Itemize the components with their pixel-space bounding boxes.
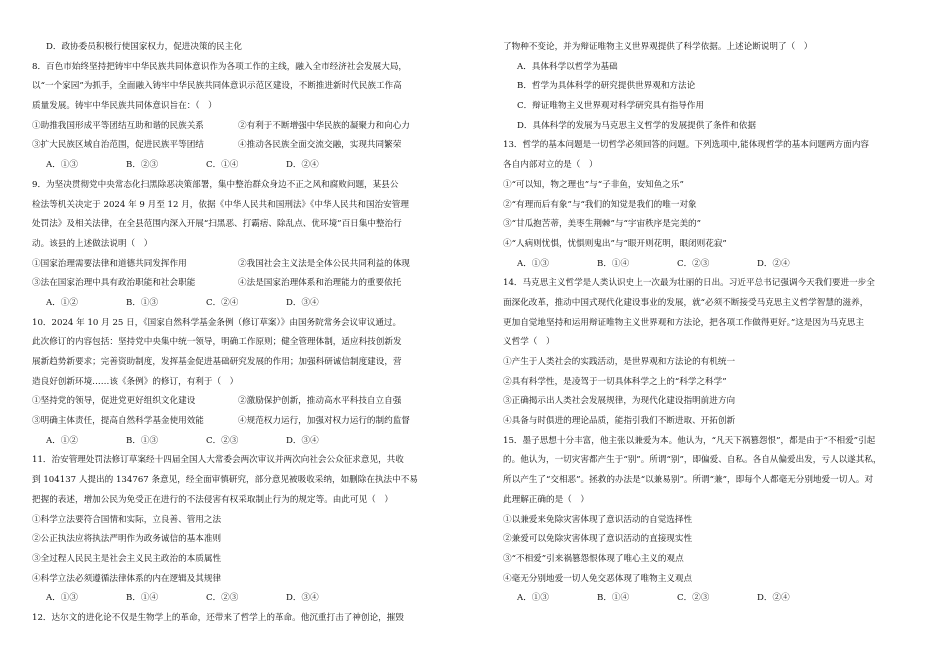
q15-choice-a: A．①③ <box>517 593 549 604</box>
q15-stem-line: 的。他认为，一切灾害都产生于“别”。所谓“别”，即偏爱、自私。各自从偏爱出发，亏人以遂其私， <box>503 455 882 466</box>
q9-option-2: ②我国社会主义法是全体公民共同利益的体现 <box>238 258 410 269</box>
q11-choice-d: D．③④ <box>286 593 319 604</box>
q11-choices <box>32 589 444 609</box>
q10-option-1: ①坚持党的领导，促进党更好组织文化建设 <box>32 396 196 407</box>
q8-choices <box>32 156 444 176</box>
q9-options-row <box>32 274 444 294</box>
question-13 <box>503 136 923 274</box>
q15-stem-line: 15．墨子思想十分丰富，他主张以兼爱为本。他认为，“凡天下祸篡怨恨”，都是由于“不相爱”引起 <box>503 435 876 446</box>
q9-choice-d: D．③④ <box>286 297 319 308</box>
q13-option-1: ①“可以知，物之理也”与“子非鱼，安知鱼之乐” <box>503 179 684 190</box>
q13-option-2: ②“有理而后有象”与“我们的知觉是我们的唯一对象 <box>503 199 697 210</box>
q13-stem-line: 各自内部对立的是（ ） <box>503 160 598 171</box>
q9-choice-b: B．①③ <box>126 297 159 308</box>
q12-stem-start: 12．达尔文的进化论不仅是生物学上的革命，还带来了哲学上的革命。他沉重打击了神创论，摧毁 <box>32 612 404 623</box>
q15-stem-line: 此理解正确的是（ ） <box>503 494 589 505</box>
q10-options-row <box>32 392 444 412</box>
q10-stem-line: 10．2024 年 10 月 25 日，《国家自然科学基金条例（修订草案）》由国务院常务会议审议通过。 <box>32 317 402 328</box>
q10-stem-line: 展新趋势新要求；完善资助制度，发挥基金促进基础研究发展的作用；加强科研诚信制度建设，营 <box>32 357 402 367</box>
q8-option-4: ④推动各民族全面交流交融，实现共同繁荣 <box>238 140 402 151</box>
q10-choices <box>32 432 444 452</box>
q8-choice-b: B．②③ <box>126 160 159 171</box>
q13-option-4: ④“人病则忧惧，忧惧则鬼出”与“眼开则花明，眼闭则花寂” <box>503 238 727 249</box>
question-15 <box>503 432 923 609</box>
question-9 <box>32 176 444 314</box>
left-column <box>32 38 444 629</box>
q9-options-row <box>32 255 444 275</box>
q8-option-1: ①助推我国形成平等团结互助和谐的民族关系 <box>32 120 204 131</box>
q15-choices <box>503 589 923 609</box>
q15-option-3: ③“不相爱”引来祸篡怨恨体现了唯心主义的观点 <box>503 553 684 564</box>
q11-choice-a: A．①③ <box>46 593 78 604</box>
q8-options-row <box>32 117 444 137</box>
q8-stem-line: 质量发展。铸牢中华民族共同体意识旨在：（ ） <box>32 101 217 112</box>
q14-option-2: ②具有科学性，是凌驾于一切具体科学之上的“科学之科学” <box>503 376 727 387</box>
q9-option-4: ④法是国家治理体系和治理能力的重要依托 <box>238 278 402 289</box>
q10-option-2: ②激励保护创新，推动高水平科技自立自强 <box>238 396 402 407</box>
q15-stem-line: 所以产生了“交相恶”。拯救的办法是“以兼易别”。所谓“兼”，即每个人都毫无分别地爱一切人。对 <box>503 475 874 486</box>
q12-option-c: C．辩证唯物主义世界观对科学研究具有指导作用 <box>517 101 705 112</box>
q14-option-1: ①产生于人类社会的实践活动，是世界观和方法论的有机统一 <box>503 357 736 367</box>
q15-choice-c: C．②③ <box>677 593 710 604</box>
q10-option-3: ③明确主体责任，提高自然科学基金使用效能 <box>32 416 204 427</box>
q8-option-2: ②有利于不断增强中华民族的凝聚力和向心力 <box>238 120 410 131</box>
q8-option-3: ③扩大民族区域自治范围，促进民族平等团结 <box>32 140 204 151</box>
q9-choice-a: A．①② <box>46 297 78 308</box>
q9-choices <box>32 294 444 314</box>
q10-choice-c: C．②③ <box>206 435 239 446</box>
q15-choice-b: B．①④ <box>597 593 630 604</box>
q13-choice-a: A．①③ <box>517 258 549 269</box>
q9-stem-line: 9．为坚决贯彻党中央常态化扫黑除恶决策部署，集中整治群众身边不正之风和腐败问题，某县公 <box>32 179 399 190</box>
q10-stem-line: 造良好创新环境……该《条例》的修订，有利于（ ） <box>32 376 239 387</box>
q14-stem-line: 更加自觉地坚持和运用辩证唯物主义世界观和方法论，把各项工作做得更好。”这是因为马克思主 <box>503 317 865 328</box>
q10-choice-d: D．③④ <box>286 435 319 446</box>
q10-option-4: ④规范权力运行，加强对权力运行的制约监督 <box>238 416 410 427</box>
question-11 <box>32 451 444 609</box>
question-8 <box>32 58 444 176</box>
q14-stem-line: 面深化改革，推动中国式现代化建设事业的发展，就“必须不断接受马克思主义哲学智慧的滋养， <box>503 297 869 308</box>
q9-stem-line: 处罚法》及相关法律，在全县范围内深入开展“扫黑恶、打霸痞、除乱点、优环境”百日集中整治行 <box>32 219 402 230</box>
q9-stem-line: 动。该县的上述做法说明（ ） <box>32 238 153 249</box>
q13-choice-b: B．①④ <box>597 258 630 269</box>
q15-option-4: ④毫无分别地爱一切人免交恶体现了唯物主义观点 <box>503 573 693 584</box>
q9-choice-c: C．②④ <box>206 297 239 308</box>
q11-option-4: ④科学立法必须遵循法律体系的内在逻辑及其规律 <box>32 573 222 584</box>
q8-choice-a: A．①③ <box>46 160 78 171</box>
q12-option-a: A．具体科学以哲学为基础 <box>517 61 618 72</box>
q8-choice-c: C．①④ <box>206 160 239 171</box>
q13-stem-line: 13．哲学的基本问题是一切哲学必须回答的问题。下列选项中,能体现哲学的基本问题两方面内容 <box>503 140 870 151</box>
q11-option-1: ①科学立法要符合国情和实际，立良善、管用之法 <box>32 514 222 525</box>
q11-stem-line: 11．治安管理处罚法修订草案经十四届全国人大常委会两次审议并两次向社会公众征求意见，共收 <box>32 455 404 466</box>
q9-option-1: ①国家治理需要法律和道德共同发挥作用 <box>32 258 187 269</box>
q8-stem-line: 以“一个家园”为抓手，全面融入铸牢中华民族共同体意识示范区建设，不断推进新时代民族工作高 <box>32 81 402 92</box>
q12-option-b: B．哲学为具体科学的研究提供世界观和方法论 <box>517 81 696 92</box>
q11-stem-line: 把握的表述，增加公民为免受正在进行的不法侵害有权采取制止行为的规定等。由此可见（ ） <box>32 494 393 505</box>
question-10 <box>32 314 444 452</box>
q11-option-3: ③全过程人民民主是社会主义民主政治的本质属性 <box>32 553 222 564</box>
q10-stem-line: 此次修订的内容包括：坚持党中央集中统一领导，明确工作原则；健全管理体制，适应科技创新发 <box>32 337 402 348</box>
q15-option-2: ②兼爱可以免除灾害体现了意识活动的直接现实性 <box>503 534 693 545</box>
q13-choice-d: D．②④ <box>757 258 790 269</box>
q11-option-2: ②公正执法应将执法严明作为政务诚信的基本准则 <box>32 534 222 545</box>
right-column <box>503 38 923 609</box>
q11-stem-line: 到 104137 人提出的 134767 条意见，经全面审慎研究，部分意见被吸收采纳，如删除在执法中不易 <box>32 475 418 486</box>
q10-options-row <box>32 412 444 432</box>
q8-choice-d: D．②④ <box>286 160 319 171</box>
q11-choice-b: B．①④ <box>126 593 159 604</box>
q15-option-1: ①以兼爱来免除灾害体现了意识活动的自觉选择性 <box>503 514 693 525</box>
q14-option-3: ③正确揭示出人类社会发展规律，为现代化建设指明前进方向 <box>503 396 736 407</box>
q8-stem-line: 8．百色市始终坚持把铸牢中华民族共同体意识作为各项工作的主线，融入全市经济社会发展大局， <box>32 61 408 72</box>
q13-choices <box>503 255 923 275</box>
q14-option-4: ④具备与时俱进的理论品质，能指引我们不断进取、开拓创新 <box>503 416 736 427</box>
q12-option-d: D．具体科学的发展为马克思主义哲学的发展提供了条件和依据 <box>517 120 756 131</box>
q14-stem-line: 义哲学（ ） <box>503 337 555 348</box>
q9-option-3: ③法在国家治理中具有政治职能和社会职能 <box>32 278 196 289</box>
question-14 <box>503 274 923 432</box>
q8-options-row <box>32 136 444 156</box>
q13-option-3: ③“甘瓜抱苦蒂，美枣生荆棘”与“宇宙秩序是完美的” <box>503 219 702 230</box>
q11-choice-c: C．②③ <box>206 593 239 604</box>
q10-choice-b: B．①③ <box>126 435 159 446</box>
q7-option-d: D．政协委员积极行使国家权力，促进决策的民主化 <box>46 42 242 52</box>
q14-stem-line: 14．马克思主义哲学是人类认识史上一次最为壮丽的日出。习近平总书记强调今天我们要进一步全 <box>503 278 875 289</box>
q10-choice-a: A．①② <box>46 435 78 446</box>
q12-stem-continued: 了物种不变论，并为辩证唯物主义世界观提供了科学依据。上述论断说明了（ ） <box>503 42 813 52</box>
q9-stem-line: 检法等机关决定于 2024 年 9 月至 12 月，依据《中华人民共和国刑法》《中华人民共和国治安管理 <box>32 199 409 210</box>
q15-choice-d: D．②④ <box>757 593 790 604</box>
q13-choice-c: C．②③ <box>677 258 710 269</box>
